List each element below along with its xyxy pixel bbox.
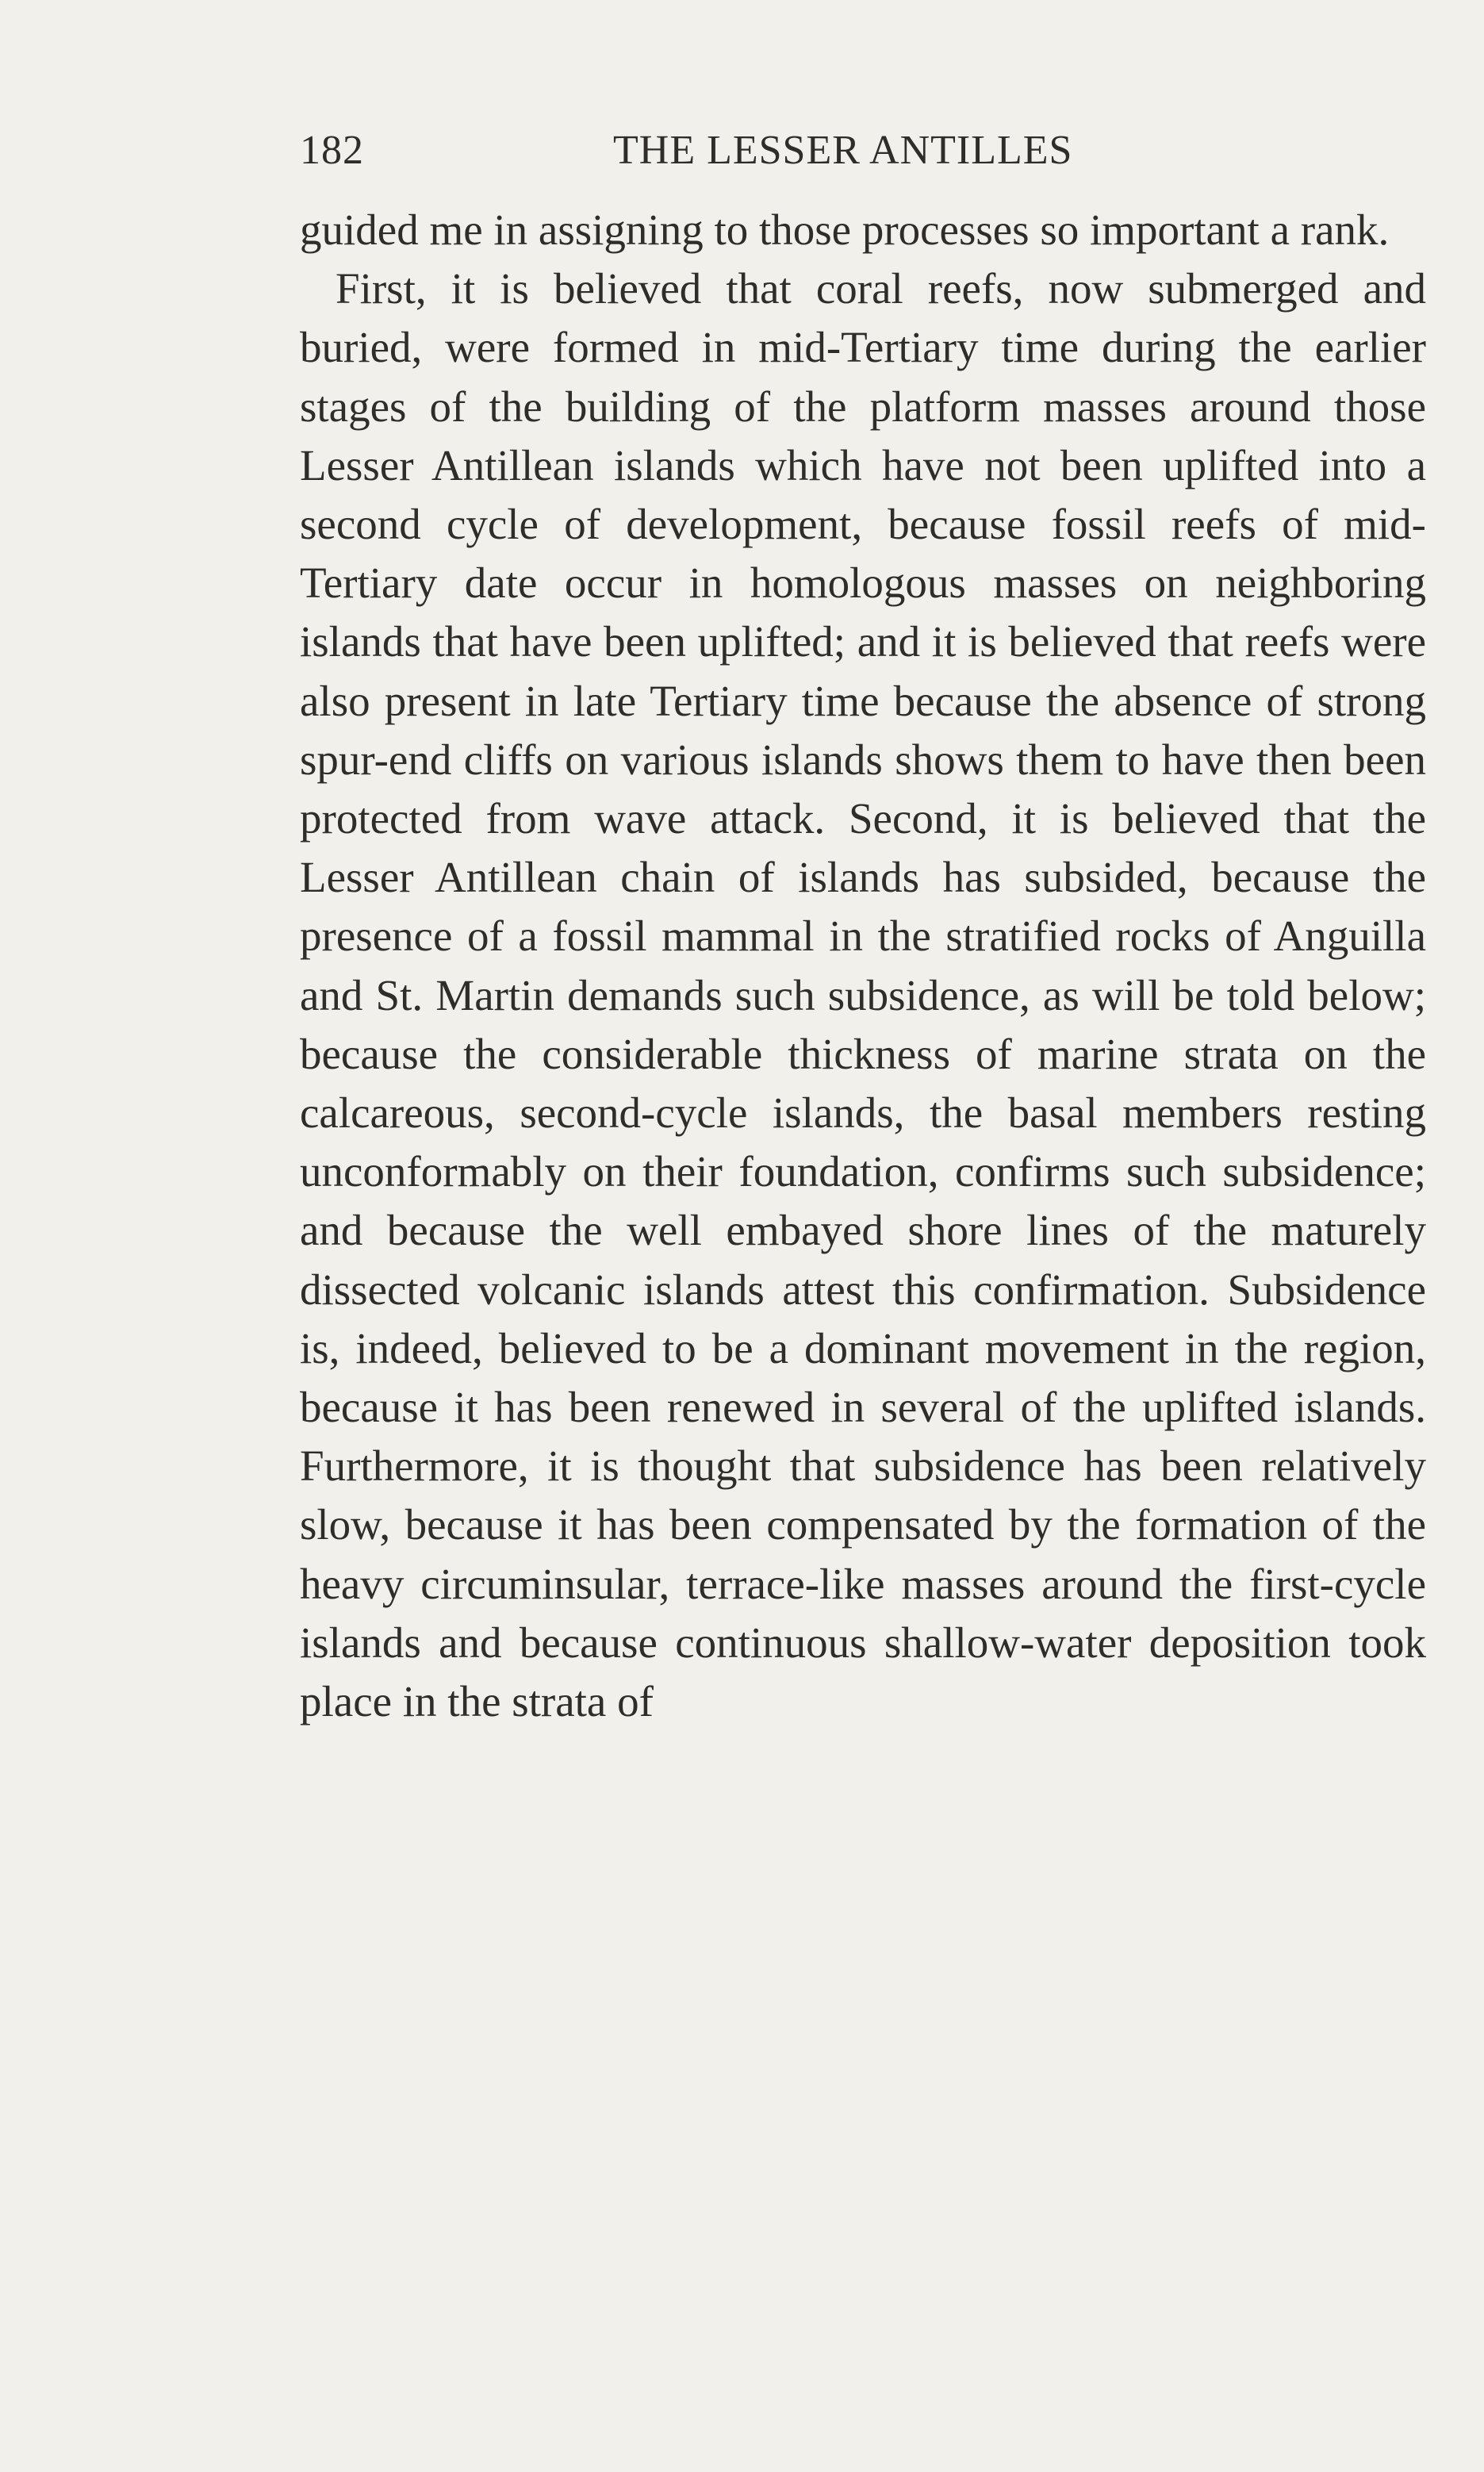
- page-header: [300, 119, 1426, 182]
- paragraph-main: First, it is believed that coral reefs, now submerged and buried, were formed in mid-Tertiary time during the earlier stages of the building of the platform masses around those Lesser Antillean islands which have not been uplifted into a second cycle of development, because fossil reefs of mid-Tertiary date occur in homologous masses on neighboring islands that have been uplifted; and it is believed that reefs were also present in late Tertiary time because the absence of strong spur-end cliffs on various islands shows them to have then been protected from wave attack. Second, it is believed that the Lesser Antillean chain of islands has subsided, because the presence of a fossil mammal in the stratified rocks of Anguilla and St. Martin demands such subsidence, as will be told below; because the considerable thickness of marine strata on the calcareous, second-cycle islands, the basal members resting unconformably on their foundation, confirms such subsidence; and because the well embayed shore lines of the maturely dissected volcanic islands attest this confirmation. Subsidence is, indeed, believed to be a dominant movement in the region, because it has been renewed in several of the uplifted islands. Furthermore, it is thought that subsidence has been relatively slow, because it has been compensated by the formation of the heavy circuminsular, terrace-like masses around the first-cycle islands and because continuous shallow-water deposition took place in the strata of: [300, 264, 1426, 1726]
- paragraph-continuation: guided me in assigning to those processes so important a rank.: [300, 205, 1390, 254]
- body-text: [300, 201, 1426, 1731]
- running-head: THE LESSER ANTILLES: [613, 128, 1073, 173]
- page-number: 182: [300, 128, 364, 173]
